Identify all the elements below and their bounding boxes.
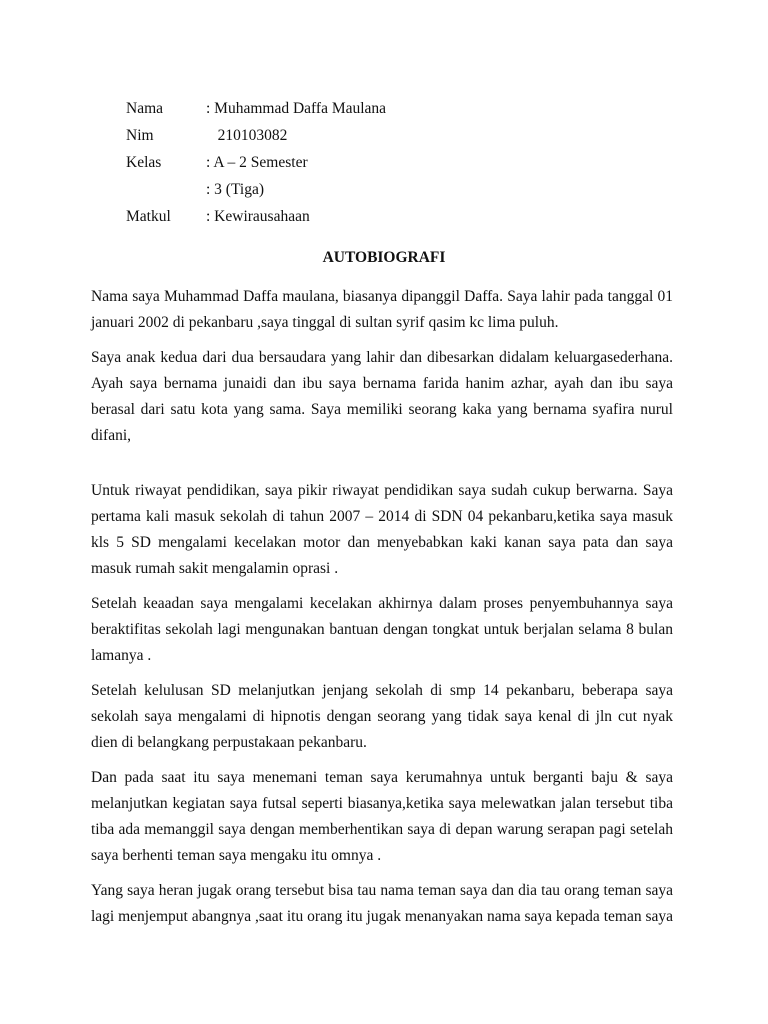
info-label: Nim: [126, 127, 154, 144]
paragraph: Nama saya Muhammad Daffa maulana, biasanya dipanggil Daffa. Saya lahir pada tanggal 01 januari 2002 di pekanbaru ,saya tinggal di sultan syrif qasim kc lima puluh.: [91, 288, 673, 331]
info-value: 210103082: [206, 127, 288, 144]
info-value: : Muhammad Daffa Maulana: [206, 100, 387, 117]
info-label: Nama: [126, 100, 164, 117]
info-label: [126, 176, 206, 203]
info-value: : Kewirausahaan: [206, 208, 310, 225]
info-row-nama: [126, 95, 386, 122]
info-row-nim: [126, 122, 386, 149]
info-label: Matkul: [126, 208, 171, 225]
paragraph: Yang saya heran jugak orang tersebut bisa tau nama teman saya dan dia tau orang teman saya lagi menjemput abangnya ,saat itu orang itu jugak menanyakan nama saya kepada teman saya: [91, 882, 673, 925]
paragraph-gap: [91, 458, 673, 478]
paragraph: Setelah kelulusan SD melanjutkan jenjang sekolah di smp 14 pekanbaru, beberapa saya sekolah saya mengalami di hipnotis dengan seorang yang tidak saya kenal di jln cut nyak dien di belangkang perpustakaan pekanbaru.: [91, 682, 673, 751]
info-label: Kelas: [126, 154, 162, 171]
info-value: : 3 (Tiga): [206, 181, 264, 198]
paragraph: Setelah keaadan saya mengalami kecelakan akhirnya dalam proses penyembuhannya saya beraktifitas sekolah lagi mengunakan bantuan dengan tongkat untuk berjalan selama 8 bulan lamanya .: [91, 595, 673, 664]
paragraph: Untuk riwayat pendidikan, saya pikir riwayat pendidikan saya sudah cukup berwarna. Saya pertama kali masuk sekolah di tahun 2007 – 2014 di SDN 04 pekanbaru,ketika saya masuk kls 5 SD mengalami kecelakan motor dan menyebabkan kaki kanan saya pata dan saya masuk rumah sakit mengalamin oprasi .: [91, 482, 673, 577]
info-row-kelas: [126, 149, 386, 176]
student-info: [126, 95, 386, 230]
document-body: [91, 284, 673, 939]
paragraph: Saya anak kedua dari dua bersaudara yang lahir dan dibesarkan didalam keluargasederhana. Ayah saya bernama junaidi dan ibu saya bernama farida hanim azhar, ayah dan ibu saya berasal dari satu kota yang sama. Saya memiliki seorang kaka yang bernama syafira nurul difani,: [91, 349, 673, 444]
info-row-matkul: [126, 203, 386, 230]
info-value: : A – 2 Semester: [206, 154, 308, 171]
paragraph: Dan pada saat itu saya menemani teman saya kerumahnya untuk berganti baju & saya melanjutkan kegiatan saya futsal seperti biasanya,ketika saya melewatkan jalan tersebut tiba tiba ada memanggil saya dengan memberhentikan saya di depan warung serapan pagi setelah saya berhenti teman saya mengaku itu omnya .: [91, 769, 673, 864]
info-row-semester: [126, 176, 386, 203]
document-title: AUTOBIOGRAFI: [322, 249, 446, 266]
